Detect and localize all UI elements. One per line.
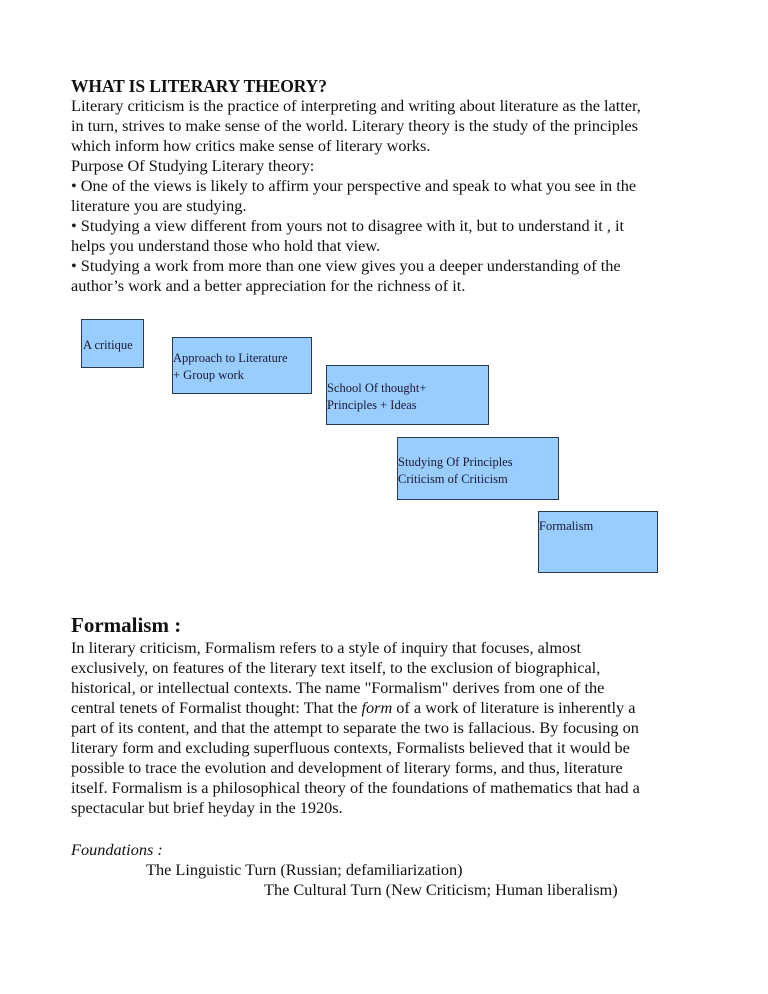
bullet-line: • Studying a view different from yours not to disagree with it, but to understand it , it <box>71 216 624 235</box>
bullet-line: helps you understand those who hold that view. <box>71 236 381 255</box>
bullet-line: author’s work and a better appreciation for the richness of it. <box>71 276 466 295</box>
section-title-formalism: Formalism : <box>71 613 182 637</box>
formalism-paragraph <box>71 638 640 818</box>
text-segment: historical, or intellectual contexts. The name "Formalism" derives from one of the <box>71 678 605 697</box>
text-segment: itself. Formalism is a philosophical theory of the foundations of mathematics that had a <box>71 778 640 797</box>
text-line <box>71 678 640 698</box>
intro-paragraph <box>71 96 641 296</box>
text-line <box>71 778 640 798</box>
box-text: Principles + Ideas <box>327 398 417 412</box>
foundation-cultural-turn: The Cultural Turn (New Criticism; Human liberalism) <box>264 880 618 899</box>
text-line <box>71 738 640 758</box>
box-text: Criticism of Criticism <box>398 472 508 486</box>
text-segment: literary form and excluding superfluous contexts, Formalists believed that it would be <box>71 738 630 757</box>
diagram-box-formalism <box>538 511 658 573</box>
text-segment: possible to trace the evolution and development of literary forms, and thus, literature <box>71 758 623 777</box>
box-text: + Group work <box>173 368 244 382</box>
text-line <box>71 798 640 818</box>
text-line <box>71 698 640 718</box>
foundation-linguistic-turn: The Linguistic Turn (Russian; defamiliarization) <box>146 860 463 879</box>
box-text: A critique <box>83 338 133 352</box>
box-text: Studying Of Principles <box>398 455 513 469</box>
text-line <box>71 718 640 738</box>
text-segment: exclusively, on features of the literary text itself, to the exclusion of biographical, <box>71 658 601 677</box>
diagram-box-studying-principles <box>397 437 559 500</box>
box-text: Formalism <box>539 519 594 533</box>
text-segment: part of its content, and that the attempt to separate the two is fallacious. By focusing on <box>71 718 639 737</box>
text-segment: of a work of literature is inherently a <box>392 698 636 717</box>
text-line: in turn, strives to make sense of the world. Literary theory is the study of the principles <box>71 116 638 135</box>
text-line: Literary criticism is the practice of interpreting and writing about literature as the latter, <box>71 96 641 115</box>
section-title-literary-theory: WHAT IS LITERARY THEORY? <box>71 76 327 96</box>
text-line <box>71 638 640 658</box>
bullet-line: literature you are studying. <box>71 196 247 215</box>
bullet-line: • Studying a work from more than one view gives you a deeper understanding of the <box>71 256 621 275</box>
box-text: Approach to Literature <box>173 351 288 365</box>
box-text: School Of thought+ <box>327 381 427 395</box>
text-segment: spectacular but brief heyday in the 1920s. <box>71 798 343 817</box>
diagram-box-school-of-thought <box>326 365 489 425</box>
text-line: which inform how critics make sense of literary works. <box>71 136 431 155</box>
emphasis-form: form <box>361 698 393 717</box>
bullet-line: • One of the views is likely to affirm your perspective and speak to what you see in the <box>71 176 637 195</box>
diagram-box-approach <box>172 337 312 394</box>
text-segment: In literary criticism, Formalism refers to a style of inquiry that focuses, almost <box>71 638 582 657</box>
diagram-box-critique <box>81 319 144 368</box>
text-segment: central tenets of Formalist thought: That the <box>71 698 362 717</box>
text-line <box>71 658 640 678</box>
purpose-heading: Purpose Of Studying Literary theory: <box>71 156 315 175</box>
text-line <box>71 758 640 778</box>
foundations-label: Foundations : <box>71 840 163 859</box>
